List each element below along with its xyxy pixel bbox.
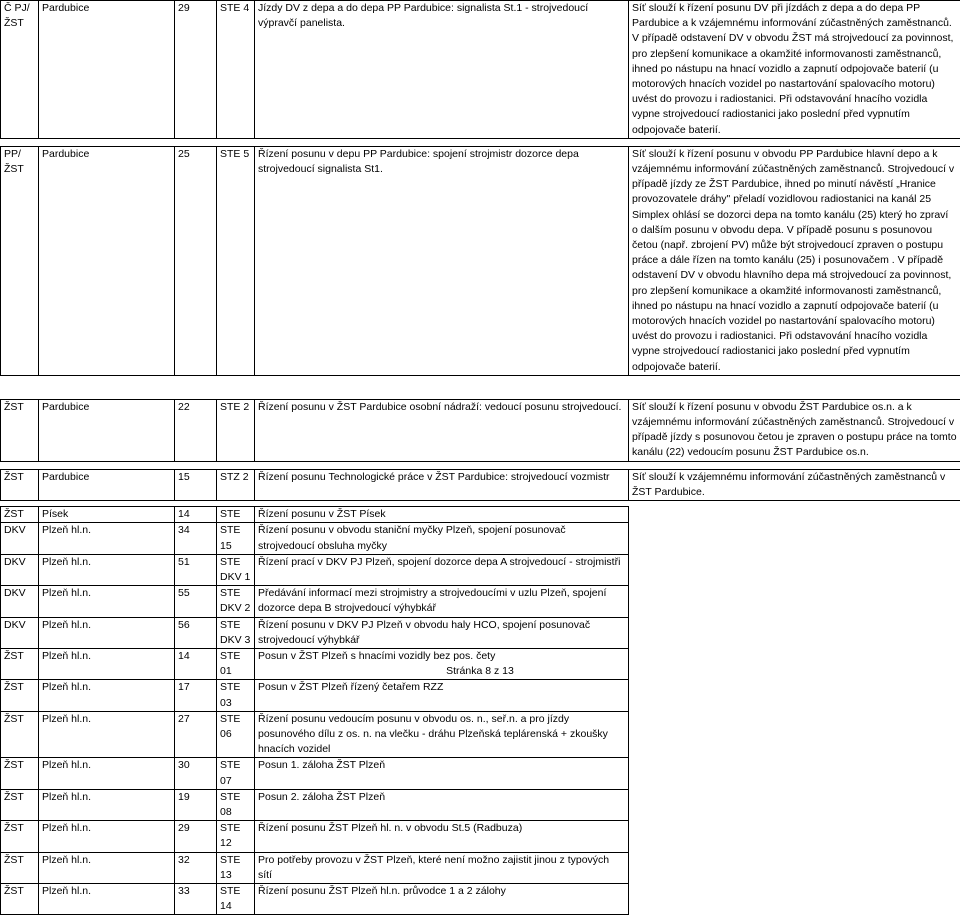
note-cell: [629, 852, 960, 883]
station-cell: STE DKV 1: [217, 554, 255, 585]
location-cell: Plzeň hl.n.: [39, 711, 175, 758]
table-row: [1, 469, 960, 500]
purpose-cell: Pro potřeby provozu v ŽST Plzeň, které není možno zajistit jinou z typových sítí: [255, 852, 629, 883]
purpose-cell: Posun v ŽST Plzeň řízený četařem RZZ: [255, 680, 629, 711]
row-gap-cell: [1, 375, 960, 399]
note-cell: [629, 617, 960, 648]
note-cell: [629, 758, 960, 789]
channel-cell: 55: [175, 586, 217, 617]
station-type-cell: DKV: [1, 554, 39, 585]
station-cell: STZ 2: [217, 469, 255, 500]
purpose-cell: Řízení posunu ŽST Plzeň hl.n. průvodce 1 a 2 zálohy: [255, 883, 629, 914]
channel-cell: 29: [175, 1, 217, 139]
channel-cell: 25: [175, 146, 217, 375]
purpose-cell: Řízení posunu ŽST Plzeň hl. n. v obvodu St.5 (Radbuza): [255, 821, 629, 852]
station-cell: STE DKV 2: [217, 586, 255, 617]
channel-cell: 51: [175, 554, 217, 585]
channel-cell: 33: [175, 883, 217, 914]
purpose-cell: Jízdy DV z depa a do depa PP Pardubice: signalista St.1 - strojvedoucí výpravčí panelista.: [255, 1, 629, 139]
note-cell: Síť slouží k vzájemnému informování zúčastněných zaměstnanců v ŽST Pardubice.: [629, 469, 960, 500]
row-gap: [1, 375, 960, 399]
table-row: [1, 507, 960, 523]
note-cell: [629, 586, 960, 617]
location-cell: Pardubice: [39, 146, 175, 375]
station-cell: STE 08: [217, 789, 255, 820]
note-cell: [629, 711, 960, 758]
channel-cell: 56: [175, 617, 217, 648]
station-cell: STE DKV 3: [217, 617, 255, 648]
station-type-cell: ŽST: [1, 852, 39, 883]
table-row: [1, 399, 960, 461]
channel-cell: 27: [175, 711, 217, 758]
location-cell: Plzeň hl.n.: [39, 648, 175, 679]
station-cell: STE 4: [217, 1, 255, 139]
note-cell: Síť slouží k řízení posunu v obvodu ŽST Pardubice os.n. a k vzájemnému informování zúčastněných zaměstnanců. Strojvedoucí v případě jízdy s posunovou četou je zpraven o postupu práce na tomto kanálu (22) vedoucím posunu ŽST Pardubice os.n.: [629, 399, 960, 461]
table-row: [1, 523, 960, 554]
row-gap: [1, 461, 960, 469]
location-cell: Písek: [39, 507, 175, 523]
channel-cell: 22: [175, 399, 217, 461]
location-cell: Plzeň hl.n.: [39, 883, 175, 914]
location-cell: Plzeň hl.n.: [39, 789, 175, 820]
station-type-cell: ŽST: [1, 507, 39, 523]
purpose-cell: Řízení posunu Technologické práce v ŽST Pardubice: strojvedoucí vozmistr: [255, 469, 629, 500]
purpose-cell: Řízení posunu v depu PP Pardubice: spojení strojmistr dozorce depa strojvedoucí signalista St1.: [255, 146, 629, 375]
station-cell: STE 01: [217, 648, 255, 679]
row-gap: [1, 138, 960, 146]
location-cell: Plzeň hl.n.: [39, 852, 175, 883]
note-cell: [629, 523, 960, 554]
location-cell: Pardubice: [39, 399, 175, 461]
purpose-cell: Posun 2. záloha ŽST Plzeň: [255, 789, 629, 820]
purpose-cell: Posun v ŽST Plzeň s hnacími vozidly bez pos. čety: [255, 648, 629, 679]
purpose-cell: Řízení posunu v obvodu staniční myčky Plzeň, spojení posunovač strojvedoucí obsluha myčky: [255, 523, 629, 554]
station-type-cell: Č PJ/ŽST: [1, 1, 39, 139]
location-cell: Plzeň hl.n.: [39, 758, 175, 789]
station-type-cell: ŽST: [1, 469, 39, 500]
station-cell: STE 06: [217, 711, 255, 758]
station-type-cell: ŽST: [1, 399, 39, 461]
station-type-cell: ŽST: [1, 758, 39, 789]
table-row: [1, 617, 960, 648]
table-row: [1, 1, 960, 139]
table-row: [1, 554, 960, 585]
row-gap-cell: [1, 138, 960, 146]
purpose-cell: Řízení prací v DKV PJ Plzeň, spojení dozorce depa A strojvedoucí - strojmistři: [255, 554, 629, 585]
purpose-cell: Předávání informací mezi strojmistry a strojvedoucími v uzlu Plzeň, spojení dozorce depa B strojvedoucí výhybkář: [255, 586, 629, 617]
channel-cell: 30: [175, 758, 217, 789]
note-cell: [629, 821, 960, 852]
station-type-cell: ŽST: [1, 680, 39, 711]
channel-cell: 29: [175, 821, 217, 852]
table-row: [1, 586, 960, 617]
station-type-cell: ŽST: [1, 648, 39, 679]
channel-cell: 17: [175, 680, 217, 711]
location-cell: Pardubice: [39, 1, 175, 139]
note-cell: [629, 680, 960, 711]
note-cell: Síť slouží k řízení posunu v obvodu PP Pardubice hlavní depo a k vzájemnému informování zúčastněných zaměstnanců. Strojvedoucí v případě jízdy ze ŽST Pardubice, ihned po minutí návěstí „Hranice provozovatele dráhy" přeladí vozidlovou radiostanici na kanál 25 Simplex ohlásí se dozorci depa na tomto kanálu (25) který ho zpraví o dalším posunu v obvodu depa. V případě posunu s posunovou četou (např. zbrojení PV) může být strojvedoucí zpraven o postupu práce a dále řízen na tomto kanálu (25) i posunovačem . V případě odstavení DV v obvodu hlavního depa má strojvedoucí za povinnost, pro zlepšení komunikace a okamžité informovanosti zaměstnanců, ihned po nástupu na hnací vozidlo a zapnutí odpojovače baterií (u motorových hnacích vozidel po nastartování spalovacího motoru) uvést do provozu i radiostanici. Při odstavování hnacího vozidla vypne strojvedoucí radiostanici jako poslední před vypnutím odpojovače baterií.: [629, 146, 960, 375]
table-row: [1, 852, 960, 883]
note-cell: Síť slouží k řízení posunu DV při jízdách z depa a do depa PP Pardubice a k vzájemnému informování zúčastněných zaměstnanců. V případě odstavení DV v obvodu ŽST má strojvedoucí za povinnost, pro zlepšení komunikace a okamžité informovanosti zaměstnanců, ihned po nástupu na hnací vozidlo a zapnutí odpojovače baterií (u motorových hnacích vozidel po nastartování spalovacího motoru) uvést do provozu i radiostanici. Při odstavování hnacího vozidla vypne strojvedoucí radiostanici jako poslední před vypnutím odpojovače baterií.: [629, 1, 960, 139]
note-cell: [629, 883, 960, 914]
station-cell: STE 13: [217, 852, 255, 883]
station-type-cell: ŽST: [1, 789, 39, 820]
channel-cell: 32: [175, 852, 217, 883]
location-cell: Plzeň hl.n.: [39, 680, 175, 711]
note-cell: [629, 554, 960, 585]
purpose-cell: Řízení posunu v ŽST Pardubice osobní nádraží: vedoucí posunu strojvedoucí.: [255, 399, 629, 461]
station-cell: STE 07: [217, 758, 255, 789]
location-cell: Plzeň hl.n.: [39, 617, 175, 648]
table-row: [1, 883, 960, 914]
station-type-cell: ŽST: [1, 883, 39, 914]
location-cell: Plzeň hl.n.: [39, 821, 175, 852]
row-gap-cell: [1, 461, 960, 469]
station-cell: STE 03: [217, 680, 255, 711]
station-type-cell: DKV: [1, 617, 39, 648]
table-row: [1, 758, 960, 789]
purpose-cell: Řízení posunu v ŽST Písek: [255, 507, 629, 523]
note-cell: [629, 789, 960, 820]
channel-cell: 14: [175, 507, 217, 523]
location-cell: Plzeň hl.n.: [39, 554, 175, 585]
station-type-cell: DKV: [1, 586, 39, 617]
station-cell: STE 2: [217, 399, 255, 461]
channel-cell: 19: [175, 789, 217, 820]
station-cell: STE 14: [217, 883, 255, 914]
station-type-cell: DKV: [1, 523, 39, 554]
table-row: [1, 821, 960, 852]
location-cell: Plzeň hl.n.: [39, 586, 175, 617]
station-type-cell: ŽST: [1, 711, 39, 758]
table-row: [1, 711, 960, 758]
table-row: [1, 680, 960, 711]
channel-cell: 34: [175, 523, 217, 554]
location-cell: Plzeň hl.n.: [39, 523, 175, 554]
station-cell: STE 12: [217, 821, 255, 852]
table-row: [1, 789, 960, 820]
station-cell: STE 5: [217, 146, 255, 375]
table-row: [1, 146, 960, 375]
channel-cell: 15: [175, 469, 217, 500]
note-cell: [629, 507, 960, 523]
station-cell: STE 15: [217, 523, 255, 554]
channel-cell: 14: [175, 648, 217, 679]
station-type-cell: ŽST: [1, 821, 39, 852]
purpose-cell: Řízení posunu vedoucím posunu v obvodu os. n., seř.n. a pro jízdy posunového dílu z os. n. na vlečku - dráhu Plzeňská teplárenská + zkoušky hnacích vozidel: [255, 711, 629, 758]
purpose-cell: Posun 1. záloha ŽST Plzeň: [255, 758, 629, 789]
location-cell: Pardubice: [39, 469, 175, 500]
page-footer: Stránka 8 z 13: [0, 664, 960, 679]
station-type-cell: PP/ŽST: [1, 146, 39, 375]
purpose-cell: Řízení posunu v DKV PJ Plzeň v obvodu haly HCO, spojení posunovač strojvedoucí výhybkář: [255, 617, 629, 648]
station-cell: STE: [217, 507, 255, 523]
